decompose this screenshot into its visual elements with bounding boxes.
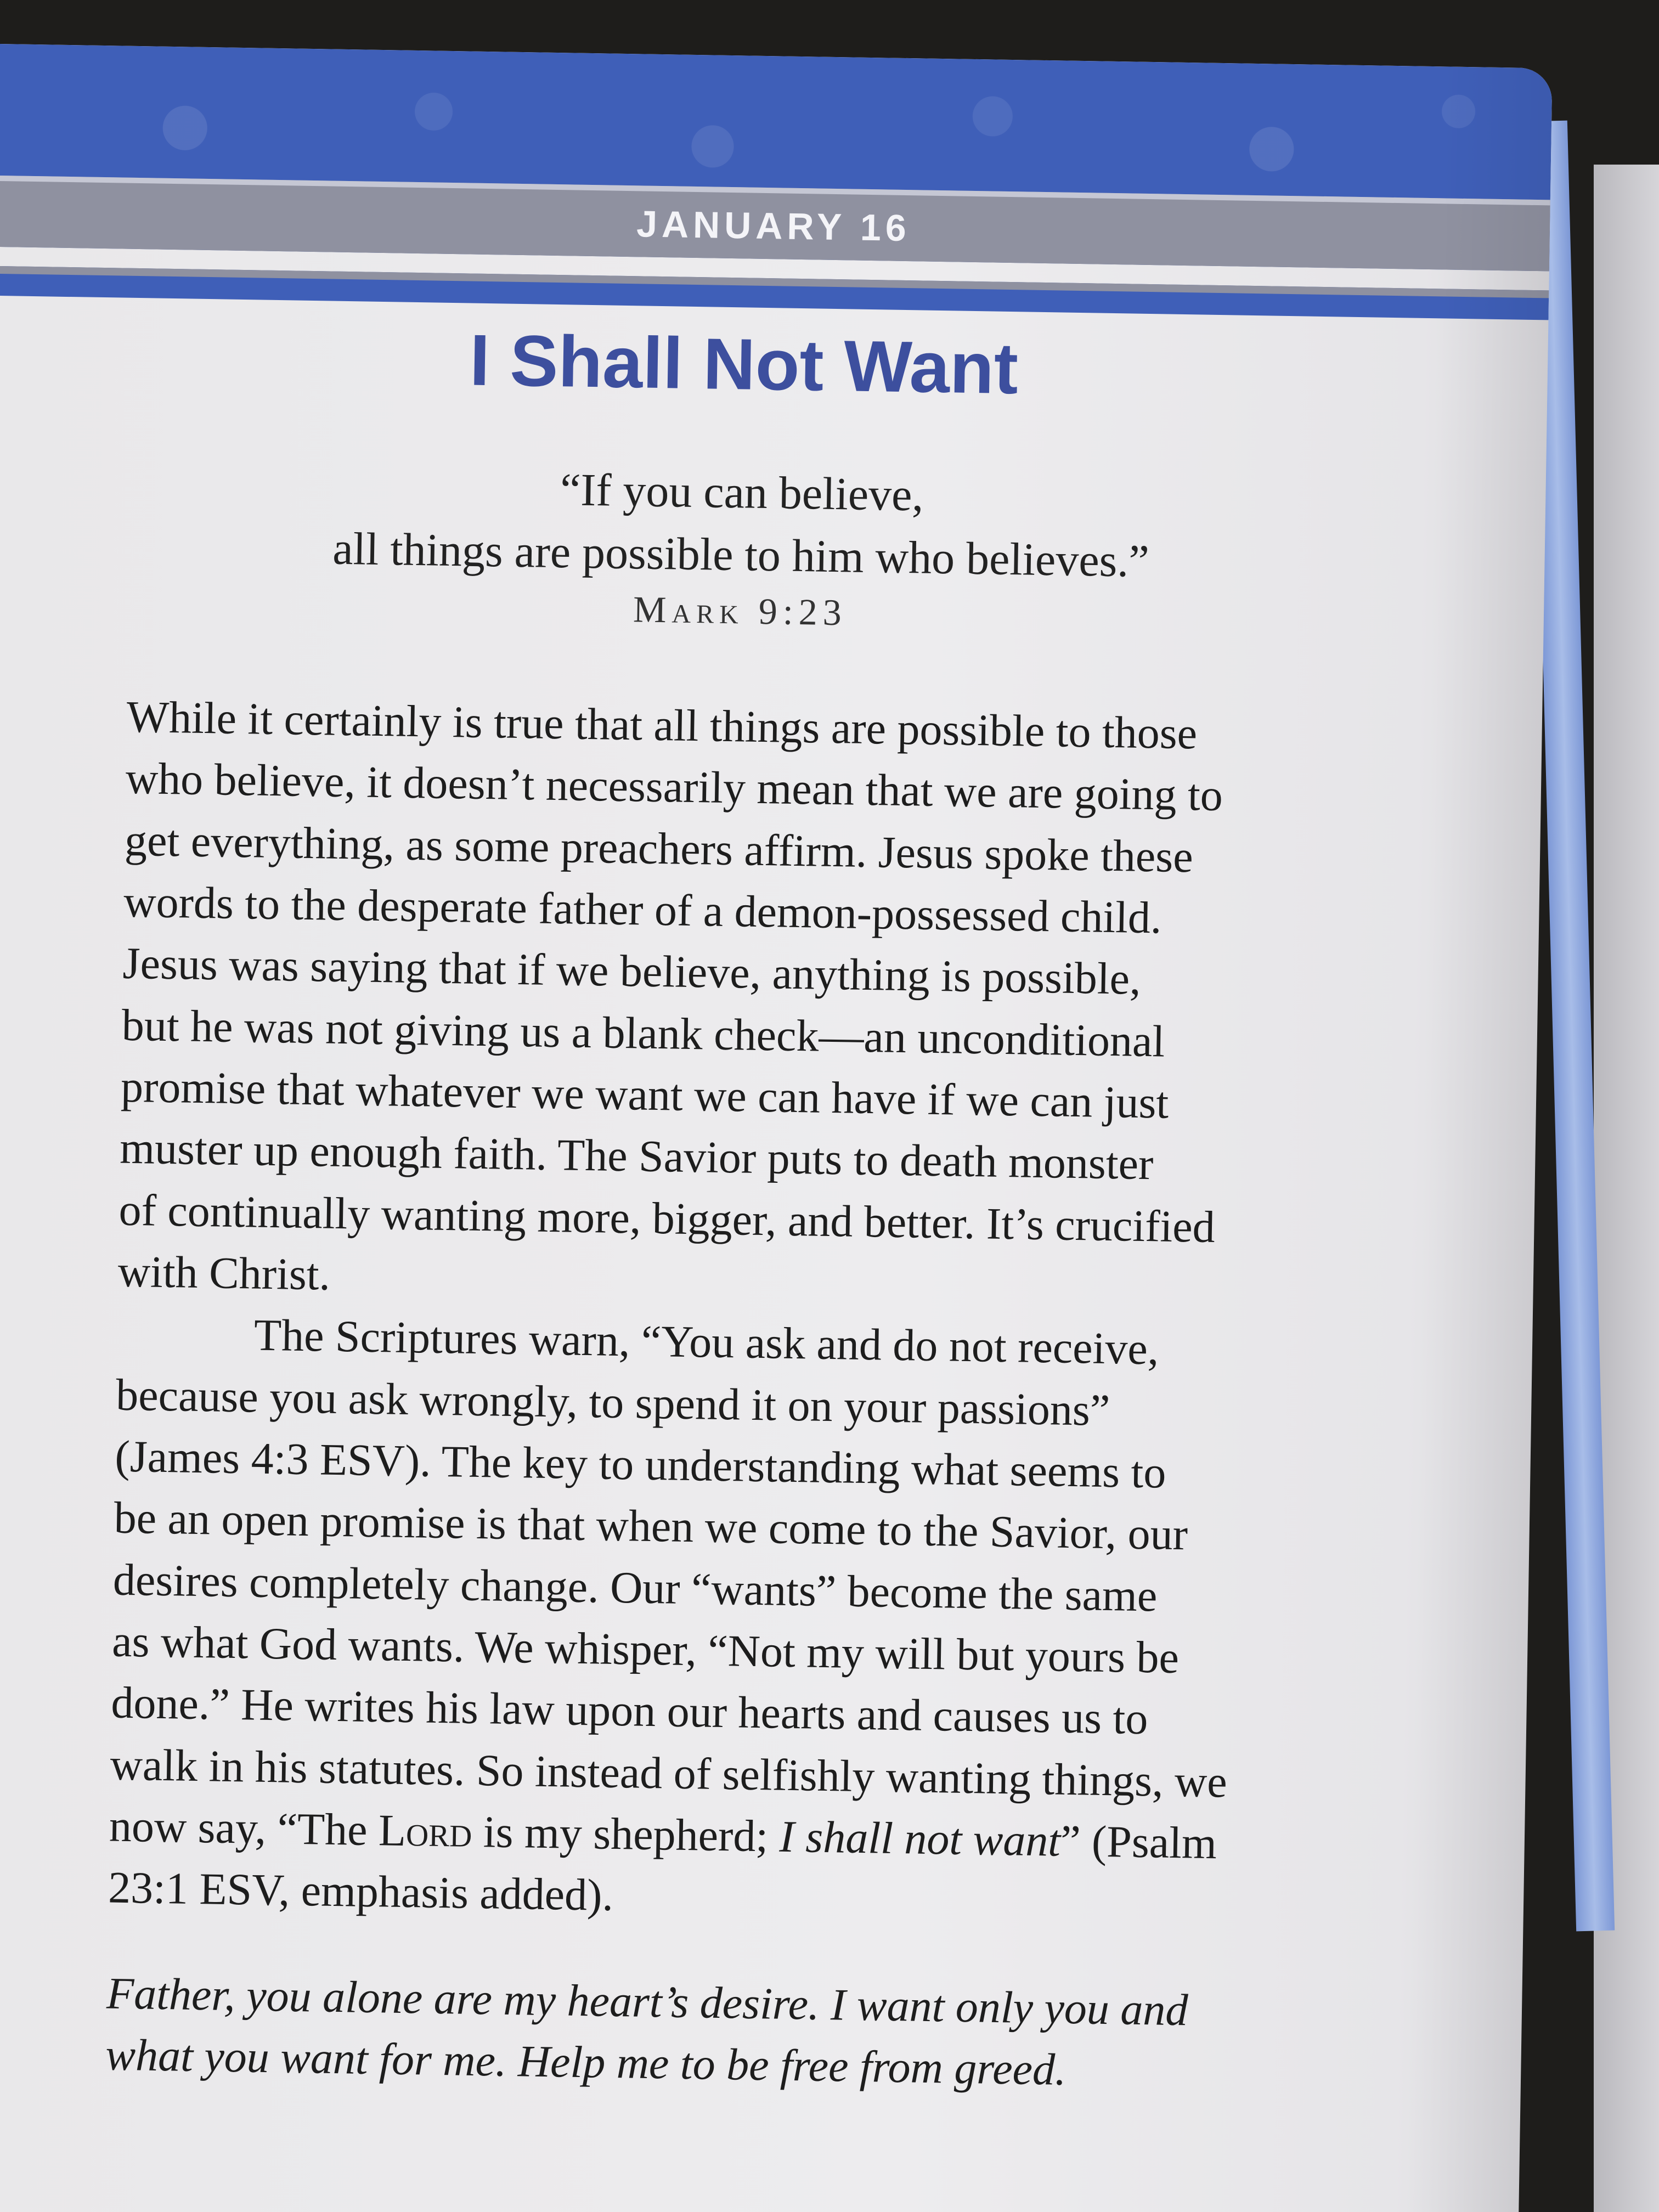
text-line: words to the desperate father of a demon-possessed child. (123, 876, 1163, 943)
header-rule (0, 266, 1549, 320)
closing-prayer (105, 1962, 1330, 2105)
page-title: I Shall Not Want (469, 319, 1019, 409)
paragraph-2 (108, 1302, 1340, 1938)
text-line: done.” He writes his law upon our hearts and causes us to (110, 1677, 1149, 1744)
page-shading (1409, 66, 1553, 2212)
devotional-body (105, 686, 1351, 2105)
scripture-quote (129, 452, 1354, 596)
lord-small-caps: Lord (378, 1805, 473, 1857)
text-line: but he was not giving us a blank check—an unconditional (121, 1000, 1165, 1066)
emphasis-text: I shall not want (778, 1811, 1061, 1866)
text-line: walk in his statutes. So instead of selfishly wanting things, we (110, 1739, 1228, 1807)
scripture-reference: Mark 9:23 (633, 588, 848, 634)
date-label: JANUARY 16 (636, 203, 911, 250)
verse-line: “If you can believe, (560, 464, 924, 521)
text-line: desires completely change. Our “wants” become the same (112, 1554, 1158, 1621)
text-line: be an open promise is that when we come to the Savior, our (114, 1492, 1188, 1560)
text-line: Jesus was saying that if we believe, anything is possible, (122, 938, 1142, 1005)
text-line: as what God wants. We whisper, “Not my will but yours be (111, 1616, 1180, 1683)
text-line: The Scriptures warn, “You ask and do not receive, (253, 1310, 1160, 1374)
text-line: promise that whatever we want we can have if we can just (120, 1061, 1169, 1128)
text-line: with Christ. (117, 1246, 331, 1300)
text-line: because you ask wrongly, to spend it on your passions” (115, 1369, 1110, 1435)
book-page (0, 44, 1553, 2212)
text-line: who believe, it doesn’t necessarily mean that we are going to (125, 753, 1223, 821)
verse-line: all things are possible to him who believes.” (332, 523, 1150, 587)
text-line: 23:1 ESV, emphasis added). (108, 1862, 614, 1921)
text-segment: now say, “The (109, 1801, 379, 1855)
prayer-line: Father, you alone are my heart’s desire. I want only you and (106, 1968, 1189, 2035)
text-segment: is my shepherd; (471, 1806, 780, 1861)
text-segment: ” (Psalm (1060, 1815, 1217, 1869)
text-line: While it certainly is true that all things are possible to those (126, 691, 1198, 759)
devotional-content (105, 315, 1356, 2105)
prayer-line: what you want for me. Help me to be free from greed. (105, 2029, 1067, 2095)
text-line: muster up enough faith. The Savior puts to death monster (119, 1122, 1154, 1189)
text-line: get everything, as some preachers affirm. Jesus spoke these (124, 815, 1194, 882)
paragraph-1 (117, 686, 1350, 1322)
text-line: of continually wanting more, bigger, and better. It’s crucified (118, 1184, 1216, 1252)
text-line: (James 4:3 ESV). The key to understanding what seems to (114, 1431, 1167, 1498)
